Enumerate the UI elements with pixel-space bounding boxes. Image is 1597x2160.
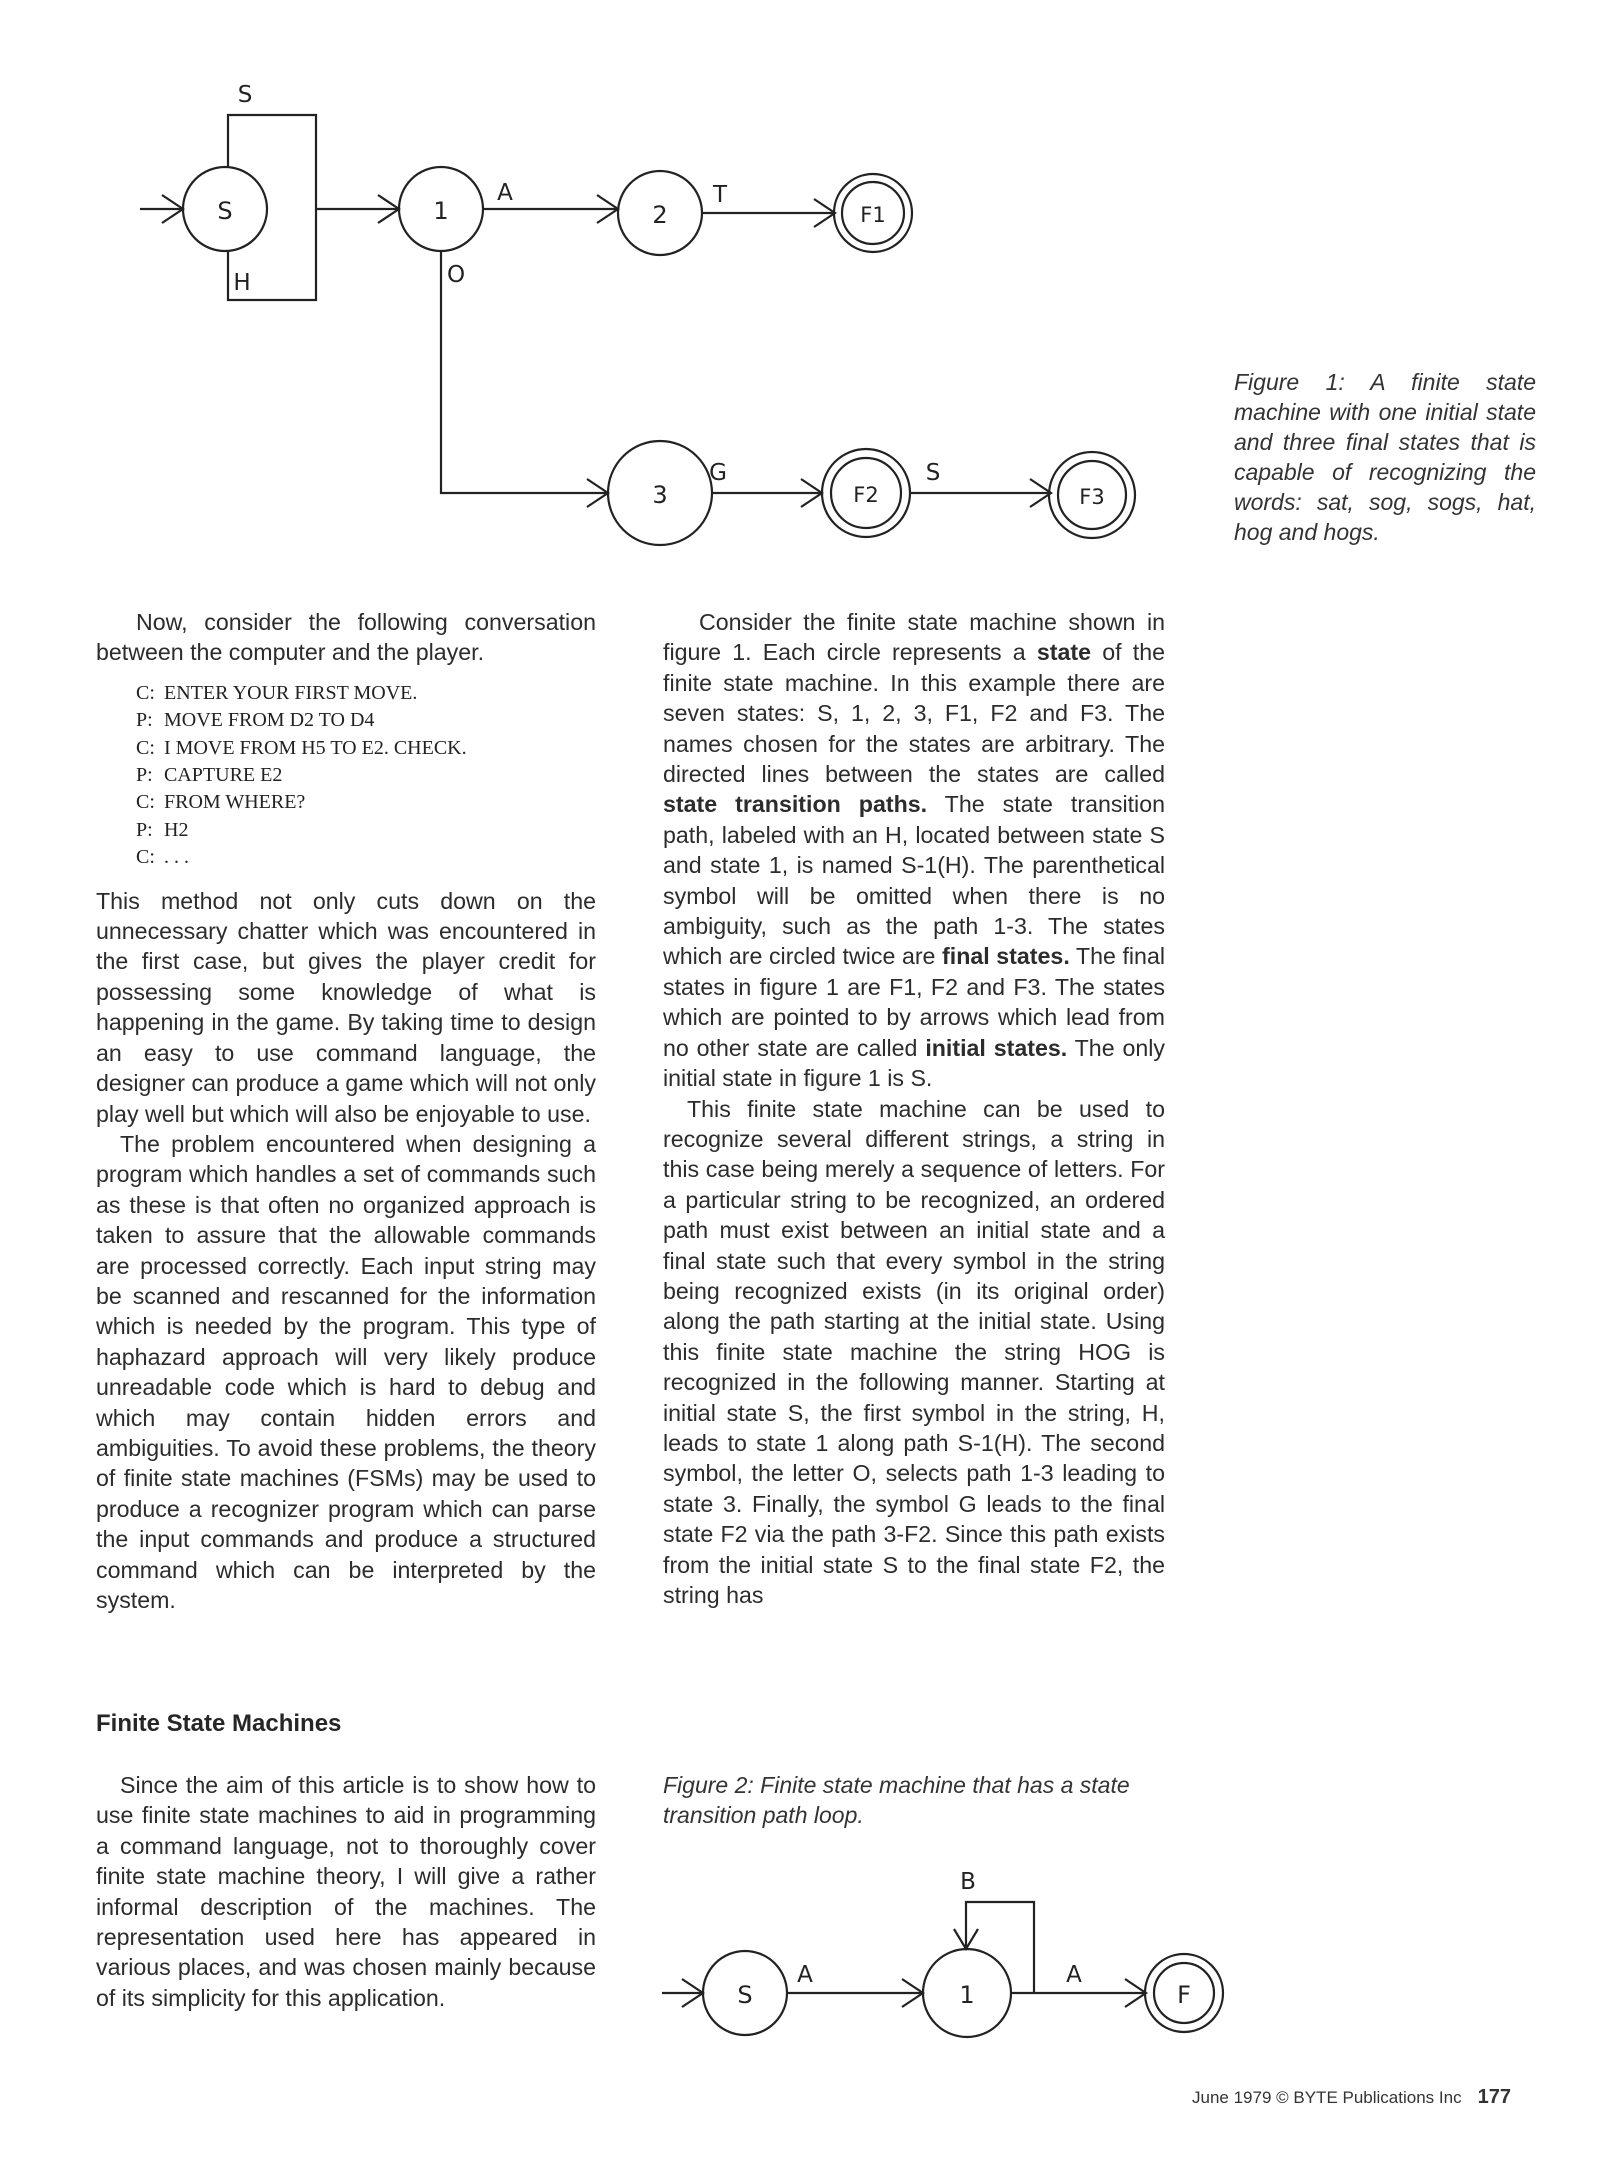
state-3-label: 3 xyxy=(652,481,668,509)
label-t: T xyxy=(712,182,728,208)
state-f2-label: F2 xyxy=(853,483,879,507)
paragraph-method: This method not only cuts down on the unnecessary chatter which was encountered in the first case, but gives the player credit for possessing some knowledge of what is happening in the game. By taking time to design an easy to use command language, the designer can produce a game which will not only play well but which will also be enjoyable to use. xyxy=(96,887,596,1127)
state-s-label: S xyxy=(217,197,233,225)
dialog-line: C: I MOVE FROM H5 TO E2. CHECK. xyxy=(136,736,467,759)
label-s: S xyxy=(925,460,941,486)
section-heading: Finite State Machines xyxy=(96,1710,342,1737)
dialog-line: C: ENTER YOUR FIRST MOVE. xyxy=(136,681,418,704)
fig2-label-a2: A xyxy=(1066,1962,1082,1988)
fig2-state-s-label: S xyxy=(737,1981,753,2009)
fig2-loop-b-path xyxy=(966,1902,1034,1993)
fig2-state-f-label: F xyxy=(1177,1981,1191,2009)
label-a: A xyxy=(497,180,513,206)
footer-credit: June 1979 © BYTE Publications Inc xyxy=(1192,2088,1462,2107)
label-g: G xyxy=(709,460,727,486)
state-1-label: 1 xyxy=(433,197,449,225)
dialog-line: C: FROM WHERE? xyxy=(136,791,306,814)
paragraph-since: Since the aim of this article is to show how to use finite state machines to aid in programming a command language, not to thoroughly cover finite state machine theory, I will give a rather informal description of the machines. The representation used here has appeared in various places, and was chosen mainly because of its simplicity for this application. xyxy=(96,1772,596,2011)
paragraph-recognize: This finite state machine can be used to recognize several different strings, a string in this case being merely a sequence of letters. For a particular string to be recognized, an ordered path must exist between an initial state and a final state such that every symbol in the string being recognized exists (in its original order) along the path starting at the initial state. Using this finite state machine the string HOG is recognized in the following manner. Starting at initial state S, the first symbol in the string, H, leads to state 1 along path S-1(H). The second symbol, the letter O, selects path 1-3 leading to state 3. Finally, the symbol G leads to the final state F2 via the path 3-F2. Since this path exists from the initial state S to the final state F2, the string has xyxy=(663,1095,1165,1608)
label-o: O xyxy=(446,262,466,288)
loop-label-h: H xyxy=(233,270,251,296)
intro-paragraph: Now, consider the following conversation between the computer and the player. xyxy=(96,609,596,666)
dialog-line: P: H2 xyxy=(136,818,189,841)
state-2-label: 2 xyxy=(652,201,668,229)
paragraph-problem: The problem encountered when designing a program which handles a set of commands such as these is that often no organized approach is taken to assure that the allowable commands are processed correctly. Each input string may be scanned and rescanned for the information which is needed by the program. This type of haphazard approach will very likely produce unreadable code which is hard to debug and which may contain hidden errors and ambiguities. To avoid these problems, the theory of finite state machines (FSMs) may be used to produce a recognizer program which can parse the input commands and produce a structured command which can be interpreted by the system. xyxy=(96,1130,596,1613)
page-number: 177 xyxy=(1477,2086,1511,2108)
state-f1-label: F1 xyxy=(860,203,886,227)
page-footer xyxy=(1192,2086,1511,2109)
dialog-line: P: CAPTURE E2 xyxy=(136,764,283,787)
fig2-label-b: B xyxy=(960,1869,976,1895)
loop-label-s: S xyxy=(237,82,253,108)
figure-2-caption: Figure 2: Finite state machine that has a state transition path loop. xyxy=(663,1772,1130,1828)
state-f3-label: F3 xyxy=(1079,485,1105,509)
fig2-state-1-label: 1 xyxy=(959,1981,975,2009)
dialog-line: C: . . . xyxy=(136,846,189,869)
figure-1-caption: Figure 1: A finite state machine with one initial state and three final states that is capable of recognizing the words: sat, sog, sogs, hat, hog and hogs. xyxy=(1234,369,1536,545)
fig2-label-a1: A xyxy=(797,1962,813,1988)
paragraph-consider: Consider the finite state machine shown in figure 1. Each circle represents a state of the finite state machine. In this example there are seven states: S, 1, 2, 3, F1, F2 and F3. The names chosen for the states are arbitrary. The directed lines between the states are called state transition paths. The state transition path, labeled with an H, located between state S and state 1, is named S-1(H). The parenthetical symbol will be omitted when there is no ambiguity, such as the path 1-3. The states which are circled twice are final states. The final states in figure 1 are F1, F2 and F3. The states which are pointed to by arrows which lead from no other state are called initial states. The only initial state in figure 1 is S. xyxy=(663,609,1166,1092)
dialog-line: P: MOVE FROM D2 TO D4 xyxy=(136,709,375,732)
